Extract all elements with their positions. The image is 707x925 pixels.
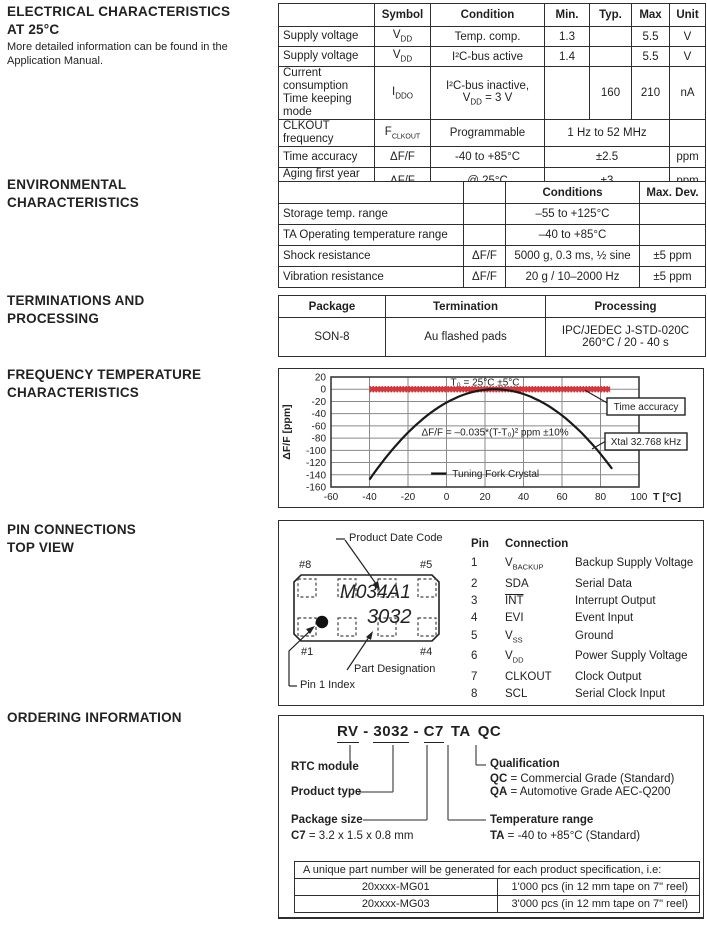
svg-text:Tuning Fork Crystal: Tuning Fork Crystal <box>452 469 540 481</box>
table-row <box>279 27 706 47</box>
table-row <box>279 225 706 246</box>
label-package-size: Package size <box>291 814 363 826</box>
pin-header: Pin <box>471 538 489 550</box>
part-segment-ta: TA <box>450 723 471 740</box>
pin-number: 7 <box>471 670 478 683</box>
cell-condition: Temp. comp. <box>431 27 545 47</box>
label-part-designation: Part Designation <box>354 663 436 675</box>
heading-terminations <box>7 292 144 328</box>
cell-name: Storage temp. range <box>279 204 464 225</box>
table-row <box>279 67 706 120</box>
cell-name: Current consumption Time keeping mode <box>279 67 375 120</box>
chip-marking-part: 3032 <box>367 606 412 628</box>
y-axis-label: ΔF/F [ppm] <box>281 404 293 460</box>
heading-pins <box>7 521 136 557</box>
pin-row <box>471 593 693 610</box>
heading-terminations-line1: TERMINATIONS AND <box>7 293 145 308</box>
label-corner-1: #1 <box>301 646 314 658</box>
label-corner-4: #4 <box>420 646 433 658</box>
cell-termination: Au flashed pads <box>386 318 546 357</box>
cell-condition: –55 to +125°C <box>506 204 640 225</box>
package-code: C7 <box>291 830 306 842</box>
signal-base: SCL <box>505 688 528 701</box>
col-header <box>279 182 464 204</box>
pin-description: Serial Clock Input <box>575 688 666 701</box>
svg-text:-40: -40 <box>311 409 326 421</box>
cell-unit: ppm <box>670 147 706 168</box>
cell-name: Supply voltage <box>279 27 375 47</box>
qual-desc-qa: = Automotive Grade AEC-Q200 <box>507 786 671 798</box>
svg-text:Time accuracy: Time accuracy <box>613 402 679 413</box>
cell-condition: -40 to +85°C <box>431 147 545 168</box>
label-rtc-module: RTC module <box>291 761 359 773</box>
cell-symbol <box>464 225 506 246</box>
cell-quantity: 1'000 pcs (in 12 mm tape on 7" reel) <box>497 879 700 896</box>
cell-unit <box>670 120 706 147</box>
cell-condition: 20 g / 10–2000 Hz <box>506 267 640 288</box>
pin-description: Event Input <box>575 612 634 625</box>
svg-text:20: 20 <box>314 372 326 384</box>
pin-signal <box>505 576 575 593</box>
symbol-sub: DD <box>400 34 413 44</box>
table-header-row <box>279 296 706 318</box>
heading-pins-line2: TOP VIEW <box>7 540 75 555</box>
signal-sub: DD <box>512 655 524 665</box>
x-axis-label: T [°C] <box>653 491 682 503</box>
pin-description: Backup Supply Voltage <box>575 557 694 570</box>
label-qualification: Qualification <box>490 758 560 770</box>
pin-table <box>471 536 693 704</box>
pin-row <box>471 628 693 649</box>
callout-xtal <box>605 433 687 450</box>
cell-name: Aging first year <box>279 168 375 195</box>
part-number-note-table <box>294 861 700 913</box>
cell-symbol <box>375 27 431 47</box>
cell-symbol <box>375 67 431 120</box>
col-header: Conditions <box>506 182 640 204</box>
part-dash: - <box>408 723 424 740</box>
symbol-base: I <box>392 85 396 98</box>
cell-package: SON-8 <box>279 318 386 357</box>
signal-base: SDA <box>505 577 529 590</box>
signal-base: V <box>505 650 513 663</box>
col-header <box>279 4 375 27</box>
temp-desc: = -40 to +85°C (Standard) <box>504 830 641 842</box>
pin-number: 2 <box>471 577 478 590</box>
label-corner-5: #5 <box>420 559 433 571</box>
svg-text:Xtal 32.768 kHz: Xtal 32.768 kHz <box>610 437 682 448</box>
cell-condition: –40 to +85°C <box>506 225 640 246</box>
cell-part-number: 20xxxx-MG01 <box>295 879 498 896</box>
cell-condition <box>431 67 545 120</box>
heading-electrical <box>7 3 230 39</box>
svg-text:40: 40 <box>517 492 530 503</box>
col-header: Condition <box>431 4 545 27</box>
cell-symbol <box>464 204 506 225</box>
connection-header: Connection <box>505 538 569 550</box>
part-segment-qc: QC <box>477 723 502 740</box>
qual-code-qa: QA <box>490 786 508 798</box>
pin-table-header <box>471 536 693 553</box>
cell-name: TA Operating temperature range <box>279 225 464 246</box>
heading-frequency-line2: CHARACTERISTICS <box>7 385 140 400</box>
pin-row <box>471 669 693 686</box>
cell-unit: nA <box>670 67 706 120</box>
pin-number: 6 <box>471 650 478 663</box>
pin-description: Interrupt Output <box>575 595 656 608</box>
heading-pins-line1: PIN CONNECTIONS <box>7 522 137 537</box>
label-corner-8: #8 <box>299 559 312 571</box>
symbol-base: V <box>462 91 471 104</box>
heading-environmental <box>7 176 139 212</box>
symbol-sub: CLKOUT <box>391 133 421 141</box>
part-dash: - <box>358 723 374 740</box>
cell-unit: V <box>670 47 706 67</box>
processing-line2: 260°C / 20 - 40 s <box>582 337 669 349</box>
label-pin1-index: Pin 1 Index <box>300 679 356 691</box>
qual-code-qc: QC <box>490 773 508 785</box>
col-header: Max. Dev. <box>640 182 706 204</box>
table-row <box>279 267 706 288</box>
pin-number: 8 <box>471 688 478 701</box>
package-dims: = 3.2 x 1.5 x 0.8 mm <box>305 830 414 842</box>
symbol-base: V <box>392 29 401 42</box>
cell-min: 1.4 <box>545 47 590 67</box>
cell-typ: 160 <box>590 67 632 120</box>
frequency-temperature-chart-panel <box>278 368 704 508</box>
cell-min: 1.3 <box>545 27 590 47</box>
label-product-date-code: Product Date Code <box>349 532 443 544</box>
col-header: Processing <box>546 296 706 318</box>
pin-row <box>471 610 693 627</box>
cell-symbol: ΔF/F <box>464 267 506 288</box>
svg-text:0: 0 <box>443 492 450 503</box>
cell-symbol <box>375 47 431 67</box>
pin-row <box>471 686 693 703</box>
processing-line1: IPC/JEDEC J-STD-020C <box>561 325 690 337</box>
cell-dev <box>640 204 706 225</box>
pin-number: 1 <box>471 557 478 570</box>
pin-signal <box>505 593 575 610</box>
cell-name: CLKOUT frequency <box>279 120 375 147</box>
heading-electrical-line2: AT 25°C <box>7 22 60 37</box>
svg-text:-60: -60 <box>323 492 339 503</box>
pin-signal <box>505 648 575 669</box>
cell-typ <box>590 27 632 47</box>
environmental-table <box>278 181 706 288</box>
qualification-qc <box>490 773 674 785</box>
cell-typ <box>590 47 632 67</box>
heading-electrical-line1: ELECTRICAL CHARACTERISTICS <box>7 4 231 19</box>
pin-description: Serial Data <box>575 577 632 590</box>
cell-range: 1 Hz to 52 MHz <box>545 120 670 147</box>
heading-environmental-line1: ENVIRONMENTAL <box>7 177 127 192</box>
symbol-base: F <box>384 125 392 138</box>
part-segment-3032: 3032 <box>373 723 408 743</box>
part-segment-c7: C7 <box>424 723 444 743</box>
cell-max: 5.5 <box>632 47 670 67</box>
table-header-row <box>279 182 706 204</box>
heading-ordering: ORDERING INFORMATION <box>7 710 182 725</box>
cell-quantity: 3'000 pcs (in 12 mm tape on 7" reel) <box>497 896 700 913</box>
cell-max: 5.5 <box>632 27 670 47</box>
pin1-index-dot <box>316 616 328 628</box>
svg-text:100: 100 <box>630 492 648 503</box>
svg-text:80: 80 <box>594 492 607 503</box>
cell-dev: ±5 ppm <box>640 246 706 267</box>
cell-condition: I²C-bus active <box>431 47 545 67</box>
pin-signal <box>505 628 575 649</box>
svg-text:0: 0 <box>320 384 326 396</box>
cell-max: 210 <box>632 67 670 120</box>
pin-connections-panel <box>278 520 704 706</box>
pin-row <box>471 555 693 576</box>
svg-text:-80: -80 <box>311 433 326 445</box>
cell-dev: ±5 ppm <box>640 267 706 288</box>
condition-line1: I²C-bus inactive, <box>445 79 530 92</box>
table-row <box>295 879 700 896</box>
callout-time-accuracy <box>607 398 685 415</box>
table-header-row <box>279 4 706 27</box>
symbol-sub: DDO <box>395 91 413 101</box>
label-product-type: Product type <box>291 786 362 798</box>
pin-number: 3 <box>471 595 478 608</box>
condition-line2 <box>433 92 542 106</box>
svg-text:20: 20 <box>479 492 491 503</box>
frequency-temperature-chart <box>279 369 703 507</box>
table-row <box>279 120 706 147</box>
pin-signal <box>505 555 575 576</box>
package-size-value <box>291 830 413 842</box>
part-number <box>337 723 501 740</box>
pin-signal <box>505 686 575 703</box>
svg-text:-40: -40 <box>362 492 377 503</box>
cell-processing <box>546 318 706 357</box>
col-header: Symbol <box>375 4 431 27</box>
signal-base: CLKOUT <box>505 670 552 683</box>
table-header-row <box>295 862 700 879</box>
label-temperature-range: Temperature range <box>490 814 594 826</box>
pin-row <box>471 576 693 593</box>
signal-base: EVI <box>505 612 524 625</box>
table-row <box>279 318 706 357</box>
symbol-sub: DD <box>470 97 482 107</box>
cell-name: Shock resistance <box>279 246 464 267</box>
cell-symbol: ΔF/F <box>375 147 431 168</box>
electrical-table <box>278 3 706 195</box>
terminations-table <box>278 295 706 357</box>
cell-name: Time accuracy <box>279 147 375 168</box>
heading-terminations-line2: PROCESSING <box>7 311 100 326</box>
col-header: Max <box>632 4 670 27</box>
chip-marking-date-code: M034A1 <box>340 582 411 603</box>
cell-condition: Programmable <box>431 120 545 147</box>
signal-sub: BACKUP <box>512 562 544 572</box>
temperature-range-value <box>490 830 640 842</box>
pin-description: Ground <box>575 629 614 642</box>
cell-dev <box>640 225 706 246</box>
svg-text:60: 60 <box>556 492 568 503</box>
signal-sub: SS <box>512 635 523 645</box>
cell-name: Supply voltage <box>279 47 375 67</box>
table-row <box>279 204 706 225</box>
svg-text:-120: -120 <box>305 458 326 470</box>
signal-base: V <box>505 557 513 570</box>
cell-symbol <box>375 120 431 147</box>
pin-signal <box>505 669 575 686</box>
pin-description: Clock Output <box>575 670 642 683</box>
col-header <box>464 182 506 204</box>
table-row <box>295 896 700 913</box>
heading-frequency-line1: FREQUENCY TEMPERATURE <box>7 367 202 382</box>
pin-row <box>471 648 693 669</box>
col-header: Unit <box>670 4 706 27</box>
table-row <box>279 246 706 267</box>
table-row <box>279 147 706 168</box>
col-header: Termination <box>386 296 546 318</box>
svg-text:-140: -140 <box>305 470 326 482</box>
symbol-base: V <box>392 49 401 62</box>
cell-part-number: 20xxxx-MG03 <box>295 896 498 913</box>
ordering-panel <box>278 715 704 919</box>
condition-rest: = 3 V <box>481 91 513 104</box>
heading-frequency <box>7 366 201 402</box>
col-header: Typ. <box>590 4 632 27</box>
svg-text:-100: -100 <box>305 445 326 457</box>
heading-environmental-line2: CHARACTERISTICS <box>7 195 140 210</box>
temp-code: TA <box>490 830 505 842</box>
svg-text:-60: -60 <box>311 421 326 433</box>
svg-text:-20: -20 <box>400 492 416 503</box>
cell-range: ±2.5 <box>545 147 670 168</box>
cell-condition: 5000 g, 0.3 ms, ½ sine <box>506 246 640 267</box>
pin-number: 5 <box>471 629 478 642</box>
cell-min <box>545 67 590 120</box>
cell-name: Vibration resistance <box>279 267 464 288</box>
cell-symbol: ΔF/F <box>464 246 506 267</box>
symbol-sub: DD <box>400 54 413 64</box>
electrical-note: More detailed information can be found in the Application Manual. <box>7 41 228 67</box>
table-row <box>279 47 706 67</box>
qual-desc-qc: = Commercial Grade (Standard) <box>507 773 675 785</box>
pin-description: Power Supply Voltage <box>575 650 688 663</box>
svg-text:-160: -160 <box>305 482 326 494</box>
col-header: Min. <box>545 4 590 27</box>
svg-text:-20: -20 <box>311 396 326 408</box>
annotation-formula: ΔF/F = –0.035*(T-T₀)² ppm ±10% <box>421 427 569 439</box>
cell-unit: V <box>670 27 706 47</box>
annotation-t0: T₀ = 25°C ±5°C <box>450 377 520 389</box>
part-segment-rv: RV <box>337 723 359 743</box>
pin-number: 4 <box>471 612 478 625</box>
signal-base: $\overline{INT}$ <box>505 595 524 608</box>
signal-base: V <box>505 629 513 642</box>
pin-signal <box>505 610 575 627</box>
note-header: A unique part number will be generated for each product specification, i.e: <box>295 862 700 879</box>
qualification-qa <box>490 786 671 798</box>
col-header: Package <box>279 296 386 318</box>
